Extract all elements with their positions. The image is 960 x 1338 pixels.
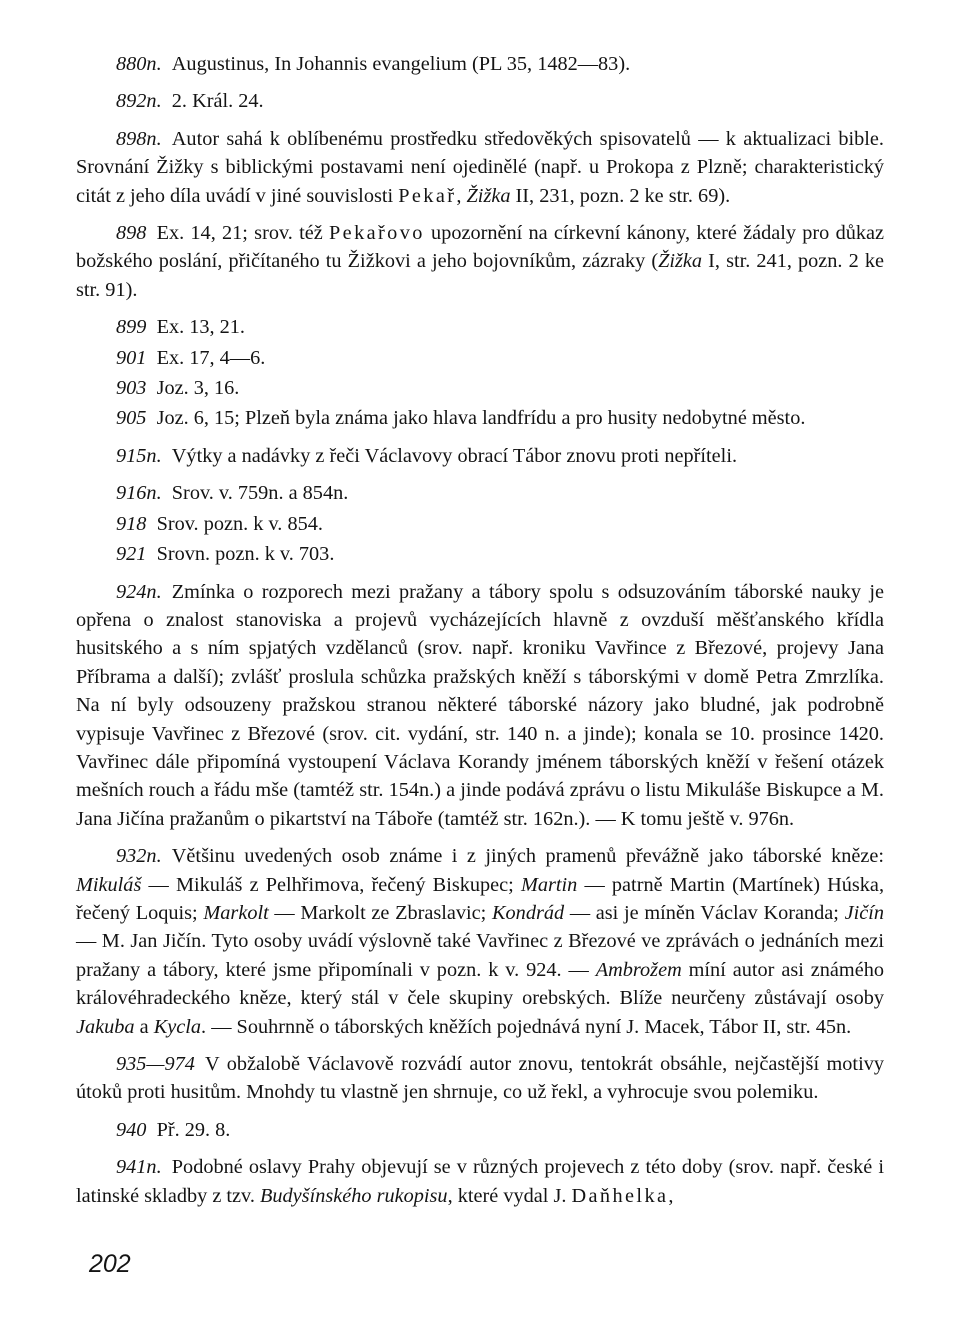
note-paragraph	[76, 344, 884, 372]
note-paragraph	[76, 1050, 884, 1107]
italic-text: Markolt	[203, 901, 269, 924]
note-paragraph	[76, 374, 884, 402]
italic-text: Mikuláš	[76, 873, 142, 896]
note-text: V obžalobě Václavově rozvádí autor znovu, tentokrát obsáhle, nejčastější motivy útoků proti husitům. Mnohdy tu vlastně jen shrnuje, co už řekl, a vyhrocuje svou polemiku.	[76, 1053, 884, 1104]
note-text: Joz. 3, 16.	[156, 377, 240, 400]
note-text: — patrně Martin (Martínek) Húska, řečený Loquis;	[76, 873, 885, 924]
verse-reference: 935—974	[116, 1053, 195, 1075]
note-text: ,	[456, 184, 467, 207]
verse-reference: 892n.	[116, 90, 162, 113]
note-paragraph	[76, 510, 884, 538]
note-paragraph	[76, 578, 884, 834]
verse-reference: 898	[116, 222, 147, 245]
verse-reference: 905	[116, 407, 147, 430]
note-text: , které vydal J.	[447, 1184, 572, 1207]
note-paragraph	[76, 842, 884, 1041]
note-text: . — Souhrnně o táborských kněžích pojednává nyní J. Macek, Tábor II, str. 45n.	[201, 1015, 852, 1038]
note-paragraph	[76, 404, 884, 432]
note-text: Augustinus, In Johannis evangelium (PL 35, 1482—83).	[171, 53, 631, 75]
note-text: Joz. 6, 15; Plzeň byla známa jako hlava landfrídu a pro husity nedobytné město.	[156, 407, 806, 430]
note-text: Srovn. pozn. k v. 703.	[156, 543, 335, 566]
note-text: míní autor asi známého královéhradeckého kněze, který stál v čele skupiny orebských. Blíže neurčeny zůstávají osoby	[76, 958, 884, 1010]
verse-reference: 941n.	[116, 1156, 162, 1179]
note-text: II, 231, pozn. 2 ke str. 69).	[510, 184, 731, 207]
note-text: Autor sahá k oblíbenému prostředku středověkých spisovatelů — k aktualizaci bible. Srovnání Žižky s biblickými postavami není ojedinělé (např. u Prokopa z Plzně; charakteristický citát z jeho díla uvádí v jiné souvislosti	[76, 127, 884, 207]
spaced-name: Pekař	[398, 184, 457, 207]
note-text: Př. 29. 8.	[156, 1118, 231, 1141]
verse-reference: 915n.	[116, 444, 162, 467]
note-text: I, str. 241, pozn. 2 ke str. 91).	[76, 250, 884, 301]
italic-text: Žižka	[658, 250, 703, 273]
verse-reference: 880n.	[116, 53, 162, 75]
note-text: upozornění na církevní kánony, které žádaly pro důkaz božského poslání, přičítaného tu Žižkovi a jeho bojovníkům, zázraky (	[76, 222, 884, 273]
note-paragraph	[76, 125, 884, 210]
verse-reference: 932n.	[116, 845, 162, 868]
note-text: Podobné oslavy Prahy objevují se v různých projevech z této doby (srov. např. české i latinské skladby z tzv.	[76, 1156, 884, 1207]
note-paragraph	[76, 1153, 884, 1210]
verse-reference: 940	[116, 1118, 147, 1141]
note-text: Ex. 13, 21.	[156, 316, 246, 339]
note-text: a	[134, 1015, 154, 1038]
italic-text: Ambrožem	[595, 958, 682, 981]
verse-reference: 924n.	[116, 580, 162, 603]
verse-reference: 901	[116, 346, 147, 369]
verse-reference: 898n.	[116, 127, 162, 150]
verse-reference: 903	[116, 377, 147, 400]
note-text: Výtky a nadávky z řeči Václavovy obrací Tábor znovu proti nepříteli.	[171, 444, 738, 467]
page-number: 202	[89, 1250, 131, 1278]
note-text: Srov. pozn. k v. 854.	[156, 512, 323, 535]
commentary-notes	[76, 50, 884, 1219]
note-text: 2. Král. 24.	[171, 90, 264, 113]
italic-text: Jičín	[844, 901, 885, 924]
note-text: ,	[668, 1184, 674, 1207]
note-text: — M. Jan Jičín. Tyto osoby uvádí výslovně také Vavřinec z Březové ve zprávách o jednáních mezi pražany a tábory, které jsme připomínali v pozn. k v. 924. —	[76, 930, 884, 981]
spaced-name: Pekařovo	[329, 222, 425, 245]
italic-text: Žižka	[466, 184, 511, 207]
note-paragraph	[76, 87, 884, 115]
verse-reference: 921	[116, 543, 147, 566]
italic-text: Kycla	[153, 1015, 202, 1038]
spaced-name: Daňhelka	[571, 1184, 669, 1207]
italic-text: Budyšínského rukopisu	[260, 1184, 448, 1207]
note-text: — Mikuláš z Pelhřimova, řečený Biskupec;	[141, 873, 521, 896]
verse-reference: 899	[116, 316, 147, 339]
verse-reference: 918	[116, 512, 147, 535]
note-text: Srov. v. 759n. a 854n.	[171, 482, 349, 505]
note-paragraph	[76, 540, 884, 568]
note-paragraph	[76, 479, 884, 507]
note-text: Ex. 14, 21; srov. též	[156, 222, 329, 245]
note-text: Zmínka o rozporech mezi pražany a tábory spolu s odsuzováním táborské nauky je opřena o znalost stanoviska a projevů vycházejících hlavně z ovzduší měšťanského křídla husitského a s ním spjatých vzdělanců (srov. např. kroniku Vavřince z Březové, projevy Jana Příbrama a další); zvlášť proslula schůzka pražských kněží s táborskými v domě Petra Zmrzlíka. Na ní byly odsouzeny pražskou stranou některé táborské názory jako bludné, jak podrobně vypisuje Vavřinec z Březové (srov. cit. vydání, str. 140 n. a jinde); konala se 10. prosince 1420. Vavřinec dále připomíná vystoupení Václava Korandy jménem táborských kněží v řešení otázek mešních rouch a řádu mše (tamtéž str. 154n.) a jinde podává zprávu o listu Mikuláše Biskupce a M. Jana Jičína pražanům o pikartství na Táboře (tamtéž str. 162n.). — K tomu ještě v. 976n.	[76, 580, 884, 830]
note-text: — Markolt ze Zbraslavic;	[268, 901, 493, 924]
verse-reference: 916n.	[116, 482, 162, 505]
note-text: — asi je míněn Václav Koranda;	[564, 901, 845, 924]
note-text: Ex. 17, 4—6.	[156, 346, 266, 369]
note-text: Většinu uvedených osob známe i z jiných pramenů převážně jako táborské kněze:	[171, 845, 884, 868]
note-paragraph	[76, 50, 884, 78]
italic-text: Kondrád	[492, 901, 565, 924]
note-paragraph	[76, 219, 884, 304]
note-paragraph	[76, 313, 884, 341]
italic-text: Martin	[520, 873, 578, 896]
note-paragraph	[76, 1116, 884, 1144]
note-paragraph	[76, 442, 884, 470]
italic-text: Jakuba	[76, 1015, 135, 1038]
